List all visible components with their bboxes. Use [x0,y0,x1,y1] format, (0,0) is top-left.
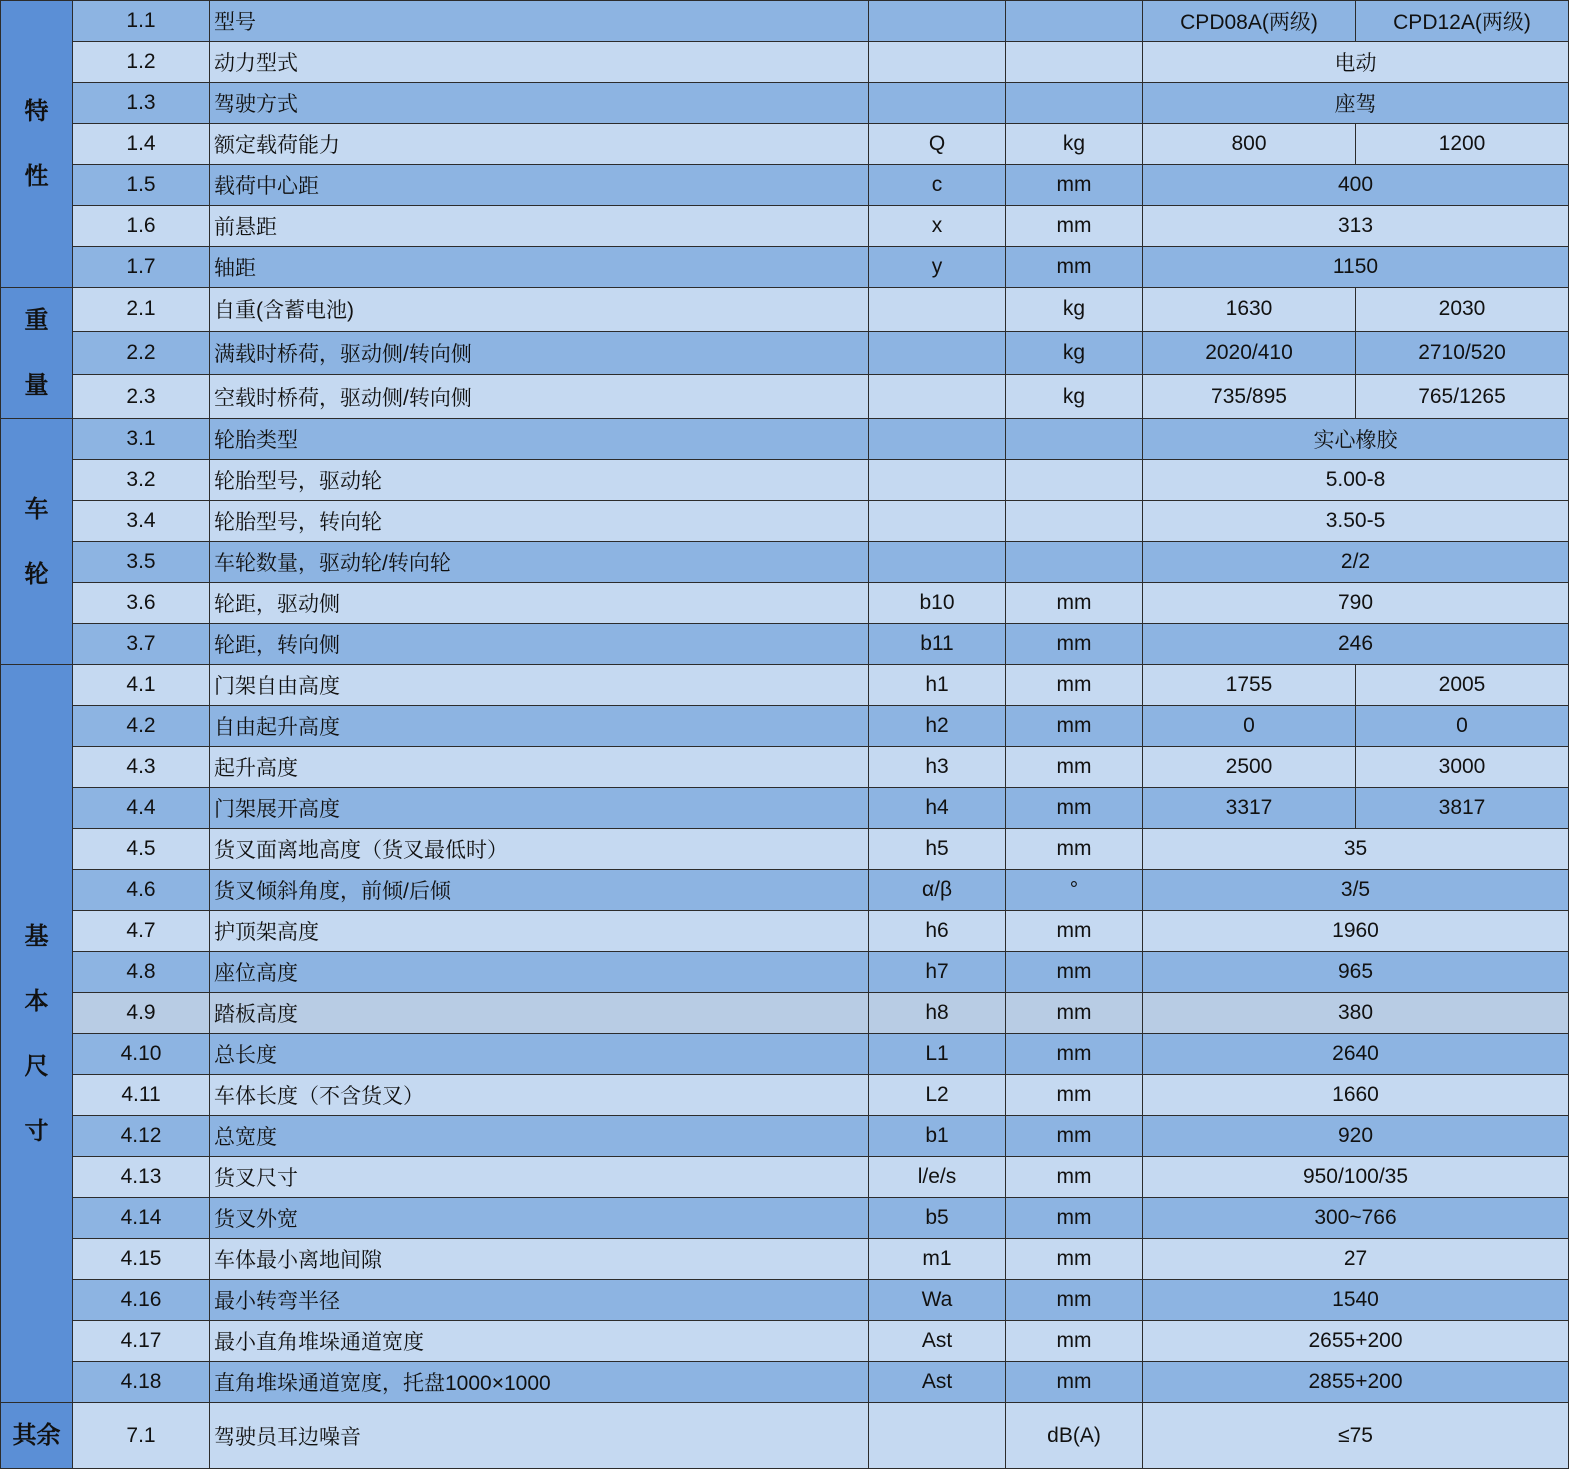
item-number: 1.1 [73,1,210,42]
item-value: 246 [1143,624,1569,665]
item-name: 货叉面离地高度（货叉最低时） [210,829,869,870]
item-name: 车体长度（不含货叉） [210,1075,869,1116]
section-label-char: 量 [24,372,49,399]
item-unit: mm [1006,1321,1143,1362]
item-name: 护顶架高度 [210,911,869,952]
item-number: 4.11 [73,1075,210,1116]
item-number: 2.1 [73,288,210,332]
section-label-char: 车 [24,495,49,523]
item-unit [1006,83,1143,124]
section-label-char: 基 [24,922,49,950]
item-symbol: α/β [869,870,1006,911]
item-value: 实心橡胶 [1143,419,1569,460]
item-value: 2655+200 [1143,1321,1569,1362]
section-label [1,1403,73,1469]
table-row [1,83,1569,124]
item-name: 座位高度 [210,952,869,993]
item-unit: mm [1006,1116,1143,1157]
item-value: 2640 [1143,1034,1569,1075]
item-symbol [869,288,1006,332]
item-symbol: h8 [869,993,1006,1034]
item-value-model-1: 0 [1143,706,1356,747]
item-unit [1006,419,1143,460]
item-name: 轴距 [210,247,869,288]
table-row [1,206,1569,247]
item-value-model-1: 735/895 [1143,375,1356,419]
item-name: 门架自由高度 [210,665,869,706]
item-value-model-1: 1630 [1143,288,1356,332]
table-row [1,583,1569,624]
section-label-char: 性 [24,163,49,190]
table-row [1,1157,1569,1198]
item-value: 3/5 [1143,870,1569,911]
item-value: 35 [1143,829,1569,870]
item-number: 4.2 [73,706,210,747]
item-symbol: h4 [869,788,1006,829]
item-value: 1960 [1143,911,1569,952]
item-number: 4.17 [73,1321,210,1362]
section-label-char: 本 [24,987,49,1015]
table-row [1,165,1569,206]
item-number: 4.6 [73,870,210,911]
item-number: 3.2 [73,460,210,501]
item-symbol: h7 [869,952,1006,993]
item-unit: mm [1006,1362,1143,1403]
item-value: 27 [1143,1239,1569,1280]
item-number: 1.7 [73,247,210,288]
item-value-model-2: 3817 [1356,788,1569,829]
item-unit [1006,460,1143,501]
item-name: 额定载荷能力 [210,124,869,165]
item-value-model-1: CPD08A(两级) [1143,1,1356,42]
item-value: 950/100/35 [1143,1157,1569,1198]
item-name: 车轮数量，驱动轮/转向轮 [210,542,869,583]
item-value: 400 [1143,165,1569,206]
table-row [1,747,1569,788]
table-row [1,331,1569,375]
item-value: 座驾 [1143,83,1569,124]
section-label-char: 轮 [24,560,49,588]
item-unit: mm [1006,1075,1143,1116]
section-label [1,1,73,288]
item-value-model-1: 800 [1143,124,1356,165]
item-unit: mm [1006,747,1143,788]
item-number: 4.8 [73,952,210,993]
item-symbol: c [869,165,1006,206]
item-name: 驾驶员耳边噪音 [210,1403,869,1469]
item-value: 1540 [1143,1280,1569,1321]
item-symbol: h5 [869,829,1006,870]
item-name: 总宽度 [210,1116,869,1157]
item-unit: mm [1006,583,1143,624]
item-value: 313 [1143,206,1569,247]
item-symbol: L1 [869,1034,1006,1075]
item-symbol: Ast [869,1321,1006,1362]
table-row [1,1116,1569,1157]
item-unit: kg [1006,124,1143,165]
item-symbol: h1 [869,665,1006,706]
item-number: 4.13 [73,1157,210,1198]
item-number: 2.2 [73,331,210,375]
item-name: 车体最小离地间隙 [210,1239,869,1280]
item-symbol: h3 [869,747,1006,788]
item-value: 790 [1143,583,1569,624]
item-number: 1.6 [73,206,210,247]
table-row [1,1362,1569,1403]
item-value-model-1: 3317 [1143,788,1356,829]
item-number: 3.5 [73,542,210,583]
item-value: 2/2 [1143,542,1569,583]
table-row [1,870,1569,911]
item-name: 踏板高度 [210,993,869,1034]
item-symbol: Q [869,124,1006,165]
item-value: 2855+200 [1143,1362,1569,1403]
item-number: 3.7 [73,624,210,665]
item-unit: mm [1006,247,1143,288]
item-value-model-2: 2005 [1356,665,1569,706]
item-unit: mm [1006,1239,1143,1280]
item-symbol [869,331,1006,375]
table-row [1,665,1569,706]
item-unit: dB(A) [1006,1403,1143,1469]
item-value: 电动 [1143,42,1569,83]
item-value: 380 [1143,993,1569,1034]
item-number: 4.15 [73,1239,210,1280]
item-unit: mm [1006,1280,1143,1321]
item-value-model-2: 765/1265 [1356,375,1569,419]
item-number: 3.4 [73,501,210,542]
item-name: 最小直角堆垛通道宽度 [210,1321,869,1362]
item-number: 4.10 [73,1034,210,1075]
section-label [1,288,73,419]
table-row [1,911,1569,952]
table-row [1,1239,1569,1280]
item-name: 起升高度 [210,747,869,788]
item-unit: mm [1006,993,1143,1034]
item-number: 3.1 [73,419,210,460]
item-value: 5.00-8 [1143,460,1569,501]
item-name: 驾驶方式 [210,83,869,124]
table-row [1,1280,1569,1321]
section-label-char: 其余 [12,1422,61,1449]
table-row [1,788,1569,829]
item-name: 载荷中心距 [210,165,869,206]
item-unit: mm [1006,624,1143,665]
section-label [1,419,73,665]
item-symbol [869,375,1006,419]
item-value-model-2: 2710/520 [1356,331,1569,375]
spec-table-body [1,1,1569,1469]
item-unit: mm [1006,829,1143,870]
item-name: 直角堆垛通道宽度，托盘1000×1000 [210,1362,869,1403]
item-symbol: h6 [869,911,1006,952]
table-row [1,1198,1569,1239]
item-symbol: h2 [869,706,1006,747]
item-symbol [869,419,1006,460]
item-number: 4.4 [73,788,210,829]
item-value-model-1: 2020/410 [1143,331,1356,375]
item-symbol [869,460,1006,501]
item-unit: mm [1006,788,1143,829]
item-number: 4.1 [73,665,210,706]
item-symbol: Ast [869,1362,1006,1403]
item-number: 4.12 [73,1116,210,1157]
item-symbol [869,1403,1006,1469]
table-row [1,542,1569,583]
item-value-model-2: 1200 [1356,124,1569,165]
item-unit: mm [1006,665,1143,706]
item-symbol [869,42,1006,83]
table-row [1,624,1569,665]
table-row [1,419,1569,460]
table-row [1,288,1569,332]
item-name: 动力型式 [210,42,869,83]
item-unit: mm [1006,911,1143,952]
item-unit [1006,1,1143,42]
item-unit: mm [1006,1198,1143,1239]
item-value: 1150 [1143,247,1569,288]
item-number: 4.14 [73,1198,210,1239]
item-symbol [869,1,1006,42]
table-row [1,460,1569,501]
item-name: 前悬距 [210,206,869,247]
table-row [1,706,1569,747]
item-number: 3.6 [73,583,210,624]
item-symbol [869,83,1006,124]
item-symbol: b5 [869,1198,1006,1239]
item-unit: mm [1006,206,1143,247]
item-symbol: x [869,206,1006,247]
item-number: 4.5 [73,829,210,870]
item-number: 1.4 [73,124,210,165]
item-unit: mm [1006,1034,1143,1075]
item-name: 货叉外宽 [210,1198,869,1239]
section-label-char: 寸 [24,1117,49,1145]
item-value: 920 [1143,1116,1569,1157]
item-unit [1006,501,1143,542]
item-symbol: b11 [869,624,1006,665]
item-value-model-1: 1755 [1143,665,1356,706]
table-row [1,1,1569,42]
item-value: 1660 [1143,1075,1569,1116]
item-number: 2.3 [73,375,210,419]
item-symbol: L2 [869,1075,1006,1116]
item-name: 自重(含蓄电池) [210,288,869,332]
item-symbol [869,501,1006,542]
item-name: 门架展开高度 [210,788,869,829]
item-value: 965 [1143,952,1569,993]
item-value-model-2: 2030 [1356,288,1569,332]
item-symbol: y [869,247,1006,288]
item-unit: mm [1006,1157,1143,1198]
item-number: 1.2 [73,42,210,83]
item-symbol: b10 [869,583,1006,624]
item-name: 轮距，驱动侧 [210,583,869,624]
item-value: 3.50-5 [1143,501,1569,542]
item-unit: kg [1006,375,1143,419]
item-symbol [869,542,1006,583]
table-row [1,952,1569,993]
item-number: 1.3 [73,83,210,124]
table-row [1,375,1569,419]
item-symbol: m1 [869,1239,1006,1280]
item-name: 轮胎型号，驱动轮 [210,460,869,501]
item-number: 7.1 [73,1403,210,1469]
section-label [1,665,73,1403]
item-name: 空载时桥荷，驱动侧/转向侧 [210,375,869,419]
table-row [1,829,1569,870]
item-name: 最小转弯半径 [210,1280,869,1321]
item-name: 型号 [210,1,869,42]
item-symbol: l/e/s [869,1157,1006,1198]
item-name: 货叉尺寸 [210,1157,869,1198]
item-name: 货叉倾斜角度，前倾/后倾 [210,870,869,911]
item-unit: kg [1006,331,1143,375]
item-name: 满载时桥荷，驱动侧/转向侧 [210,331,869,375]
item-name: 自由起升高度 [210,706,869,747]
table-row [1,1403,1569,1469]
table-row [1,1321,1569,1362]
item-number: 4.9 [73,993,210,1034]
item-value-model-1: 2500 [1143,747,1356,788]
item-unit: mm [1006,952,1143,993]
item-unit [1006,542,1143,583]
item-name: 总长度 [210,1034,869,1075]
item-unit: ° [1006,870,1143,911]
item-number: 4.7 [73,911,210,952]
item-number: 4.3 [73,747,210,788]
item-symbol: Wa [869,1280,1006,1321]
item-name: 轮胎型号，转向轮 [210,501,869,542]
table-row [1,124,1569,165]
item-symbol: b1 [869,1116,1006,1157]
item-unit: mm [1006,165,1143,206]
section-label-char: 重 [24,307,49,334]
item-number: 4.16 [73,1280,210,1321]
section-label-char: 尺 [24,1052,49,1080]
table-row [1,501,1569,542]
item-value: 300~766 [1143,1198,1569,1239]
item-unit: kg [1006,288,1143,332]
item-unit: mm [1006,706,1143,747]
table-row [1,1034,1569,1075]
item-name: 轮距，转向侧 [210,624,869,665]
item-value-model-2: 3000 [1356,747,1569,788]
item-number: 4.18 [73,1362,210,1403]
item-name: 轮胎类型 [210,419,869,460]
item-unit [1006,42,1143,83]
table-row [1,42,1569,83]
item-value: ≤75 [1143,1403,1569,1469]
section-label-char: 特 [24,98,49,125]
table-row [1,247,1569,288]
item-number: 1.5 [73,165,210,206]
table-row [1,1075,1569,1116]
table-row [1,993,1569,1034]
item-value-model-2: 0 [1356,706,1569,747]
item-value-model-2: CPD12A(两级) [1356,1,1569,42]
